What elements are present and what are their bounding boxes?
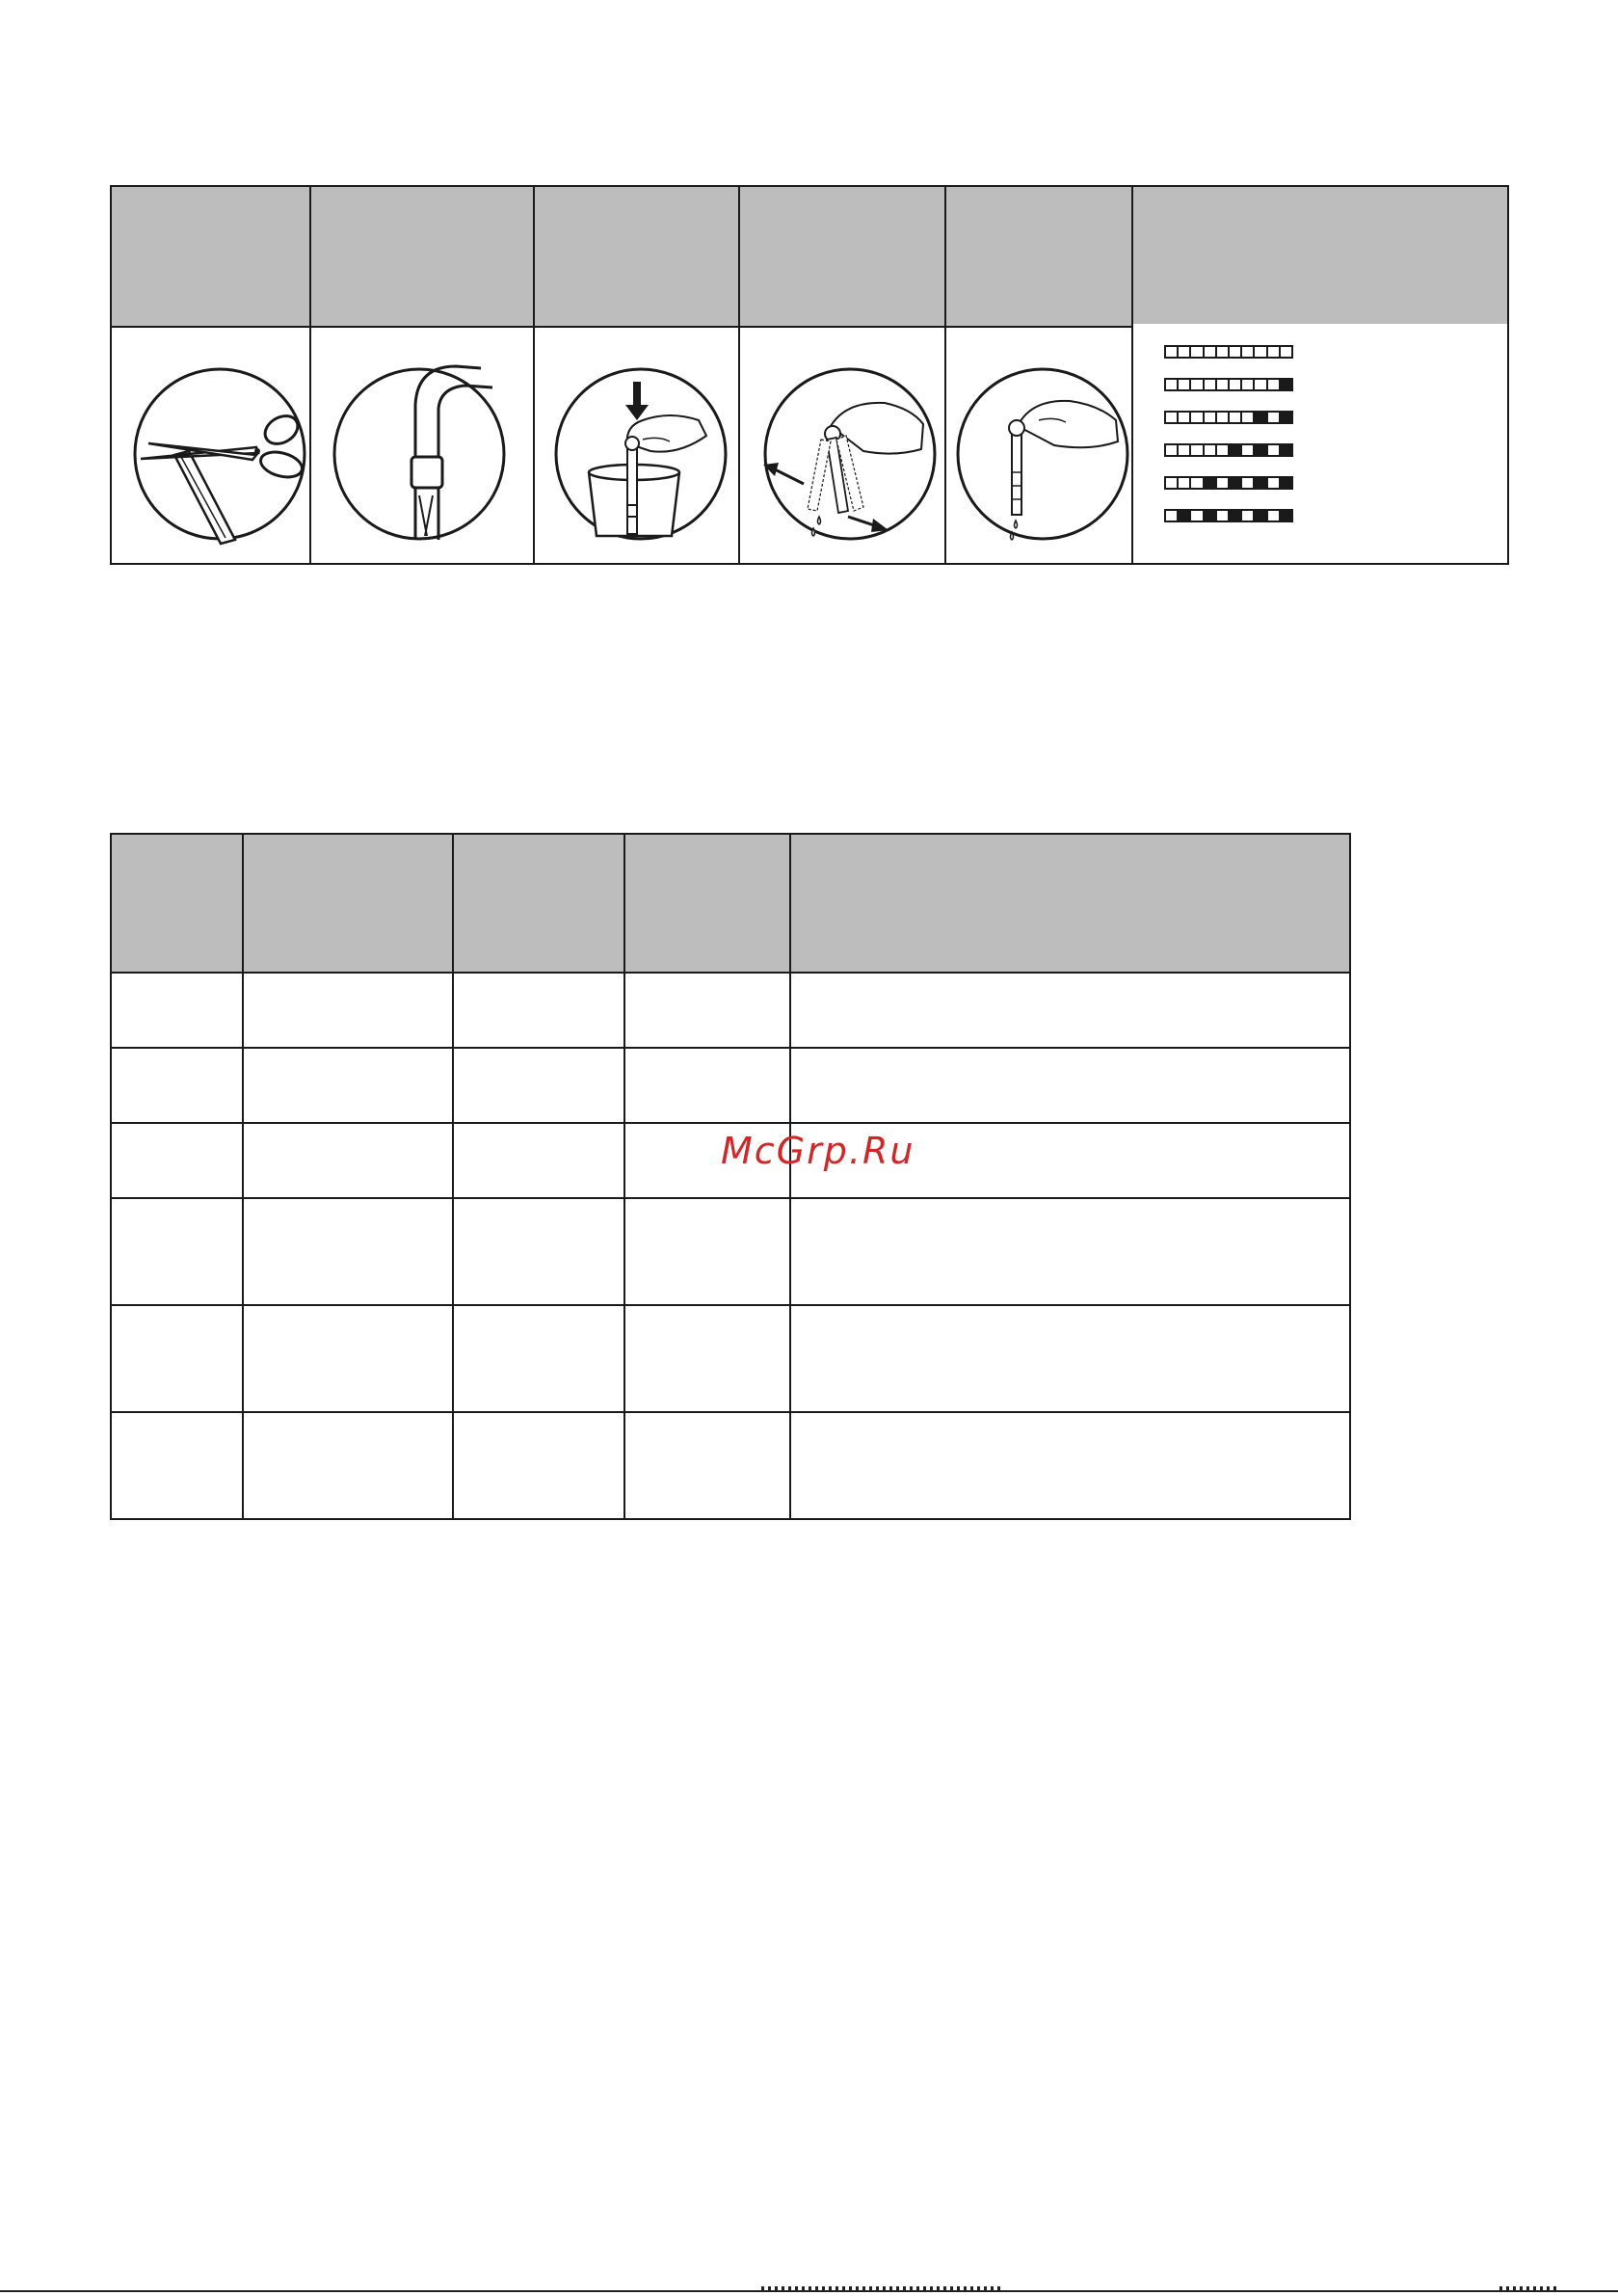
table-row [111, 1305, 1350, 1412]
scan-artifact [761, 2286, 1002, 2292]
table-row [111, 973, 1350, 1048]
legend-strip-row [1166, 411, 1293, 426]
strip-cell-filled [1279, 509, 1293, 522]
table-row [111, 1412, 1350, 1519]
table-row [111, 1198, 1350, 1305]
table-cell [624, 1305, 790, 1412]
step-header-cell [946, 187, 1133, 328]
table-cell [790, 973, 1350, 1048]
step-illustration-cell [535, 328, 740, 563]
hardness-scale-legend [1133, 324, 1507, 563]
dip-strip-in-glass-icon [535, 328, 740, 565]
table-cell [243, 973, 453, 1048]
table-cell [790, 1198, 1350, 1305]
legend-header-cell [1133, 187, 1507, 324]
legend-strip-row [1166, 345, 1293, 360]
step-header-cell [740, 187, 946, 328]
table-header-row [111, 834, 1350, 973]
step-column-tap [309, 187, 535, 563]
step-header-cell [311, 187, 535, 328]
table-cell [111, 1198, 243, 1305]
step-header-cell [112, 187, 309, 328]
hardness-settings-table [110, 833, 1351, 1520]
table-cell [111, 1412, 243, 1519]
table-cell [243, 1048, 453, 1123]
table-cell [453, 1048, 624, 1123]
table-row [111, 1048, 1350, 1123]
table-cell [624, 1048, 790, 1123]
strip-cell-filled [1279, 443, 1293, 457]
table-cell [111, 1048, 243, 1123]
scissors-strip-icon [112, 328, 309, 565]
table-cell [624, 1198, 790, 1305]
hardness-scale-column [1131, 187, 1507, 563]
watermark-text: McGrp.Ru [721, 1130, 915, 1172]
legend-strip-row [1166, 509, 1293, 524]
step-column-shake [738, 187, 946, 563]
strip-cell-filled [1279, 411, 1293, 424]
step-column-read [944, 187, 1133, 563]
shake-strip-icon [740, 328, 946, 565]
scan-artifact [1499, 2286, 1557, 2292]
header-cell-5 [790, 834, 1350, 973]
table-cell [790, 1412, 1350, 1519]
table-cell [111, 1305, 243, 1412]
step-illustration-cell [311, 328, 535, 563]
table-cell [453, 1123, 624, 1198]
table-cell [111, 973, 243, 1048]
table-cell [790, 1048, 1350, 1123]
header-cell-4 [624, 834, 790, 973]
legend-strip-row [1166, 443, 1293, 459]
table-cell [111, 1123, 243, 1198]
table-cell [243, 1305, 453, 1412]
step-illustration-cell [112, 328, 309, 563]
step-illustration-cell [946, 328, 1133, 563]
header-cell-2 [243, 834, 453, 973]
water-tap-icon [311, 328, 535, 565]
strip-cell-filled [1279, 476, 1293, 490]
header-cell-1 [111, 834, 243, 973]
step-header-cell [535, 187, 740, 328]
table-cell [453, 973, 624, 1048]
table-cell [624, 1412, 790, 1519]
table-cell [243, 1412, 453, 1519]
step-column-cut [112, 187, 309, 563]
step-column-dip [533, 187, 740, 563]
table-cell [453, 1305, 624, 1412]
header-cell-3 [453, 834, 624, 973]
table-cell [624, 973, 790, 1048]
table-cell [243, 1123, 453, 1198]
table-cell [453, 1412, 624, 1519]
table-cell [453, 1198, 624, 1305]
table-cell [243, 1198, 453, 1305]
test-steps-table [110, 185, 1509, 565]
legend-strip-row [1166, 476, 1293, 492]
table-cell [790, 1305, 1350, 1412]
hold-strip-icon [946, 328, 1133, 565]
strip-cell-filled [1279, 378, 1293, 391]
strip-cell-empty [1279, 345, 1293, 359]
step-illustration-cell [740, 328, 946, 563]
legend-strip-row [1166, 378, 1293, 393]
